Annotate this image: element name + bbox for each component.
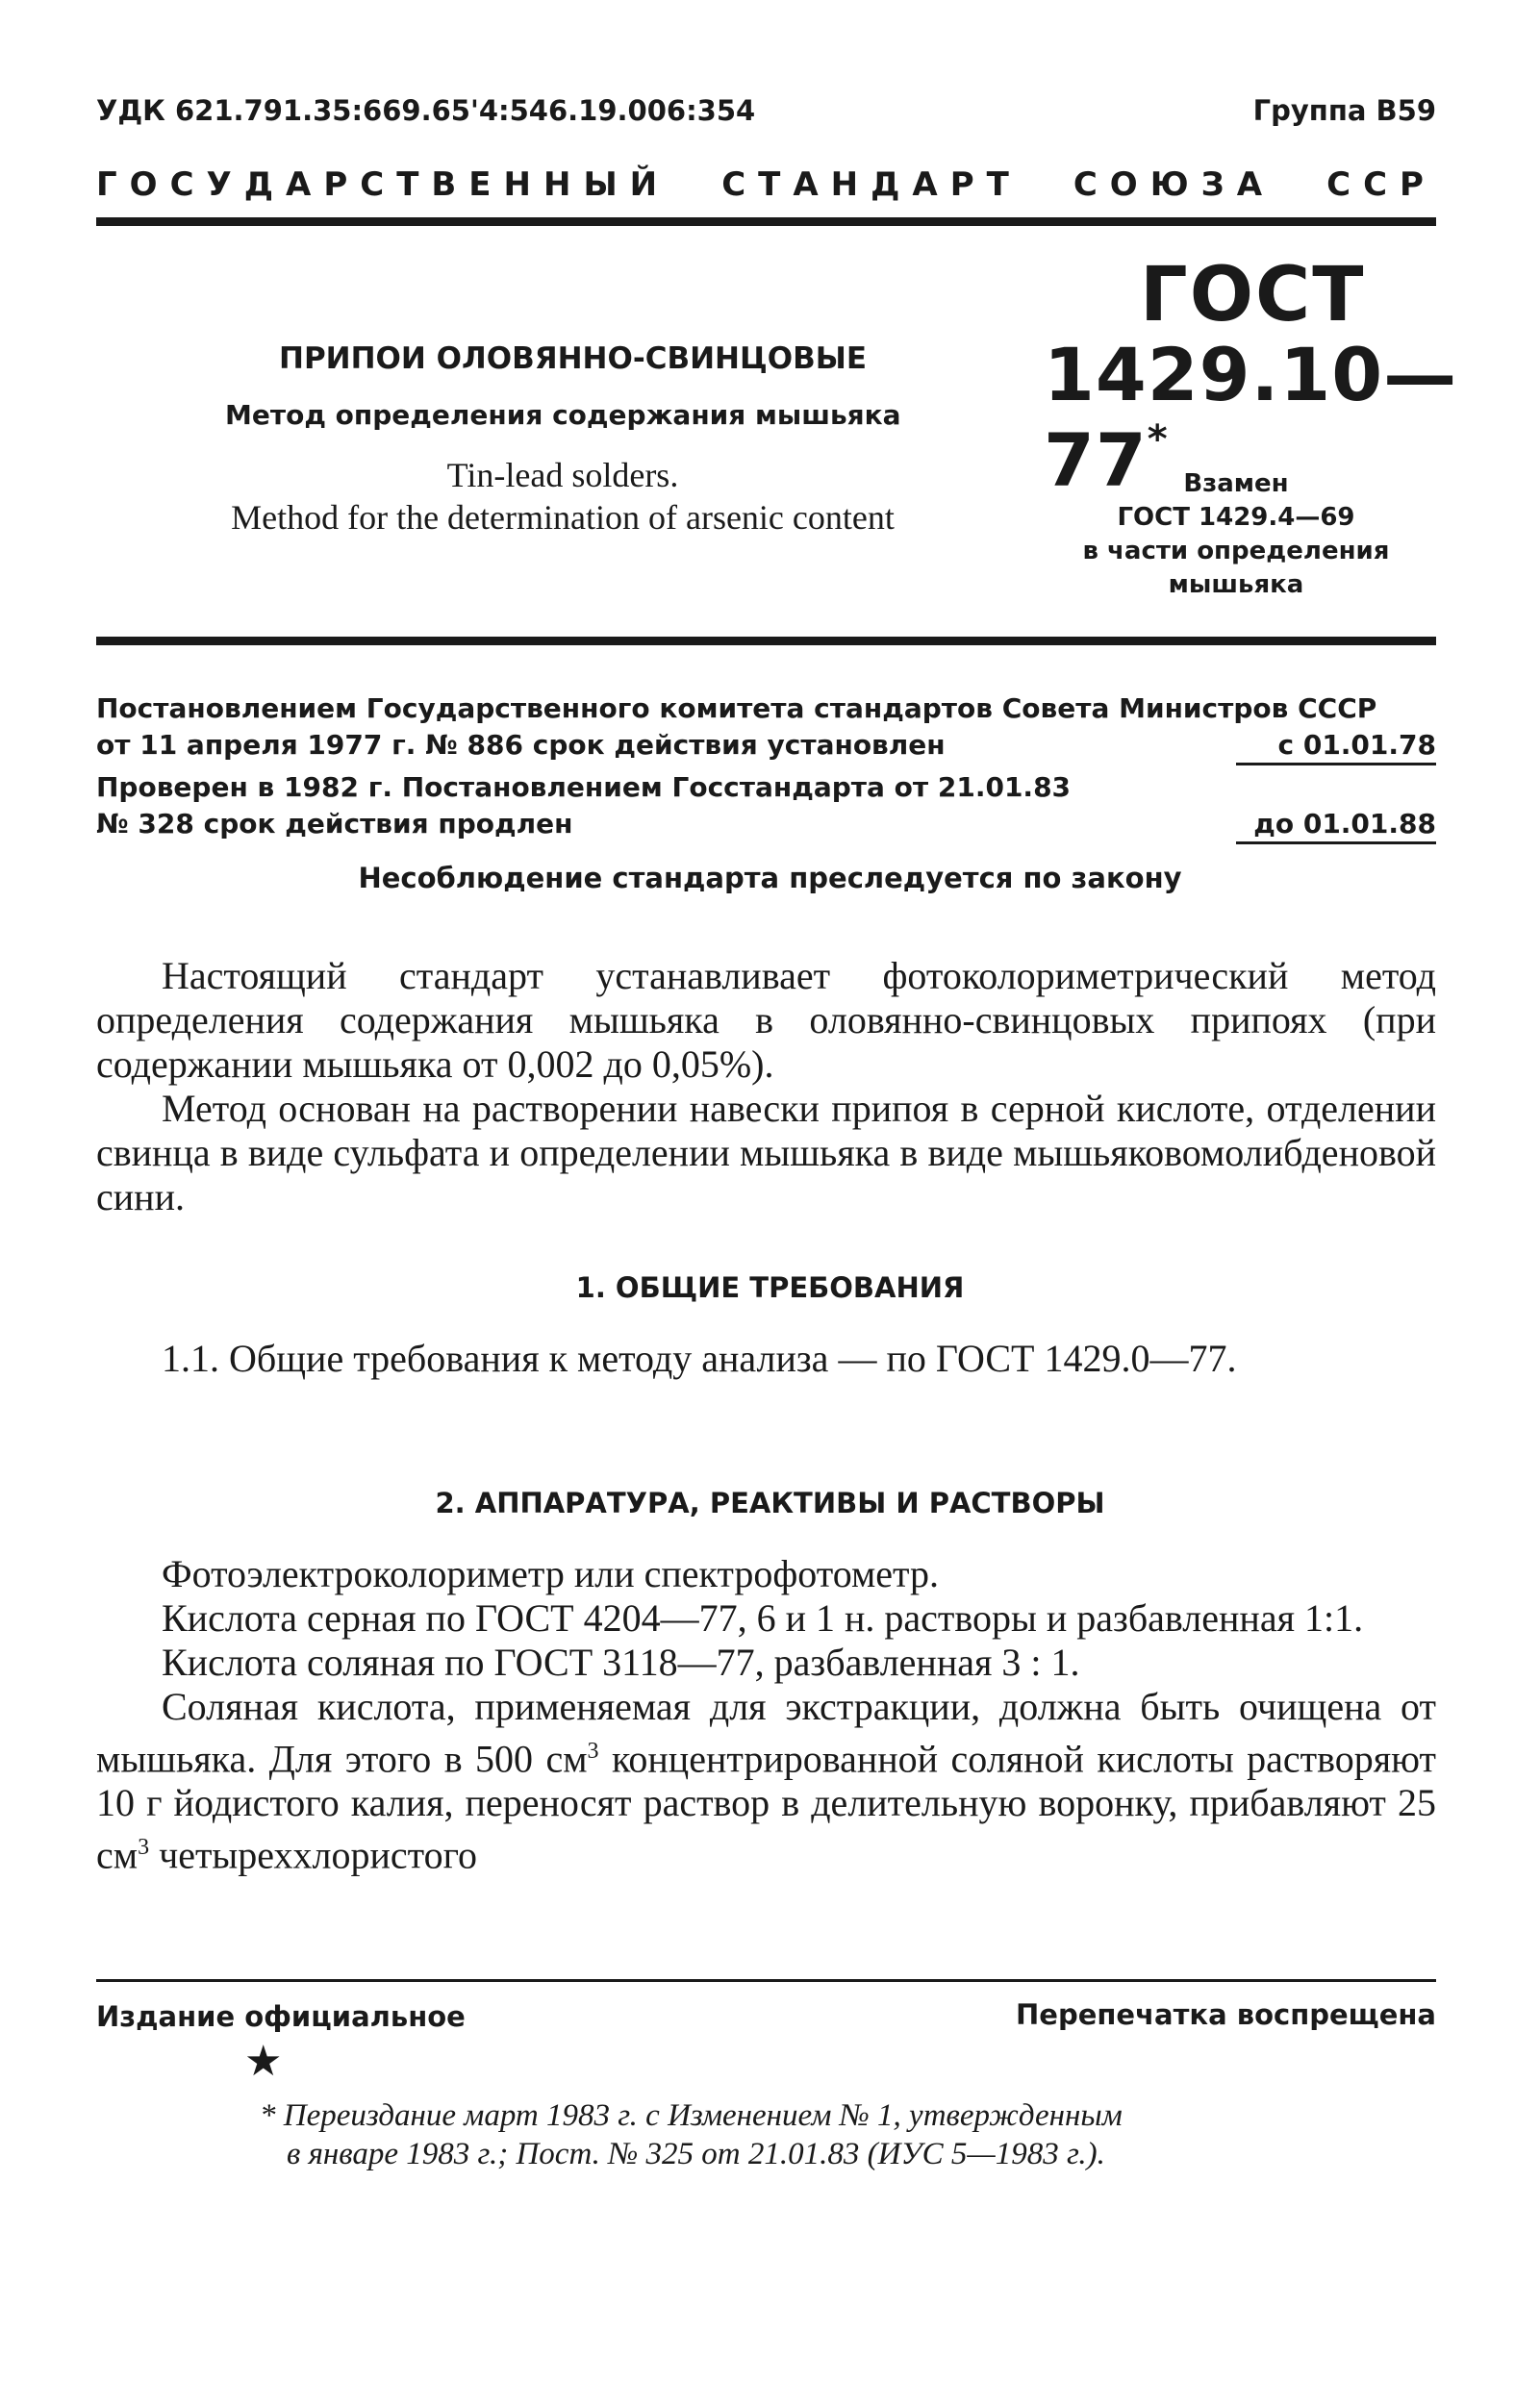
title-ru: ПРИПОИ ОЛОВЯННО-СВИНЦОВЫЕ (279, 341, 868, 376)
section-2-text (96, 1552, 1436, 1878)
decree-line-1: Постановлением Государственного комитета стандартов Совета Министров СССР (96, 692, 1377, 724)
intro-paragraph-2: Метод основан на растворении навески припоя в серной кислоте, отделении свинца в виде сульфата и определении мышьяка в виде мышьяковомолибденовой сини. (96, 1087, 1436, 1218)
section-2-paragraph-2: Кислота серная по ГОСТ 4204—77, 6 и 1 н. растворы и разбавленная 1:1. (162, 1596, 1364, 1640)
top-rule (96, 217, 1436, 226)
p4-sup-1: 3 (587, 1739, 599, 1764)
replaces-block (1048, 467, 1424, 602)
section-1-paragraph-1: 1.1. Общие требования к методу анализа — по ГОСТ 1429.0—77. (162, 1337, 1237, 1380)
replaces-line-2: ГОСТ 1429.4—69 (1117, 503, 1355, 532)
banner-word-3: СОЮЗА (1073, 165, 1275, 204)
replaces-line-1: Взамен (1183, 469, 1289, 498)
banner-word-1: ГОСУДАРСТВЕННЫЙ (96, 165, 670, 204)
reissue-footnote (260, 2096, 1123, 2173)
decree-line-3: Проверен в 1982 г. Постановлением Госстандарта от 21.01.83 (96, 771, 1072, 803)
title-en-line-1: Tin-lead solders. (446, 456, 679, 494)
section-2-paragraph-4 (96, 1685, 1436, 1878)
star-icon: ★ (244, 2038, 283, 2085)
footnote-line-2: в январе 1983 г.; Пост. № 325 от 21.01.83 (ИУС 5—1983 г.). (287, 2137, 1105, 2171)
section-2-paragraph-3: Кислота соляная по ГОСТ 3118—77, разбавленная 3 : 1. (162, 1641, 1080, 1684)
title-en (164, 454, 962, 539)
section-2-heading: 2. АППАРАТУРА, РЕАКТИВЫ И РАСТВОРЫ (435, 1487, 1105, 1519)
group-code: Группа В59 (1252, 94, 1436, 127)
official-edition-label: Издание официальное (96, 2000, 466, 2033)
section-1-text (96, 1337, 1436, 1381)
udk-code: УДК 621.791.35:669.65'4:546.19.006:354 (96, 94, 756, 127)
p4-part-c: четыреххлористого (149, 1833, 478, 1877)
state-standard-banner (96, 165, 1436, 204)
subtitle-ru: Метод определения содержания мышьяка (225, 399, 901, 431)
gost-asterisk: * (1147, 417, 1169, 462)
p4-sup-2: 3 (138, 1835, 150, 1861)
intro-paragraph-1: Настоящий стандарт устанавливает фотоколориметрический метод определения содержания мышьяка в оловянно-свинцовых припоях (при содержании мышьяка от 0,002 до 0,05%). (96, 954, 1436, 1086)
middle-rule (96, 637, 1436, 645)
banner-word-2: СТАНДАРТ (721, 165, 1022, 204)
title-en-line-2: Method for the determination of arsenic content (231, 498, 895, 537)
decree-date-from: с 01.01.78 (1236, 729, 1436, 765)
legal-notice: Несоблюдение стандарта преследуется по закону (358, 862, 1182, 894)
replaces-line-3: в части определения (1082, 537, 1390, 565)
intro-text (96, 954, 1436, 1219)
p4-part-b: концентрированной соляной кислоты растворяют 10 г йодистого калия, переносят раствор в делительную воронку, прибавляют 25 см (96, 1737, 1437, 1877)
p4-part-a: Соляная кислота, применяемая для экстракции, должна быть очищена от мышьяка. Для этого в 500 см (96, 1685, 1436, 1781)
decree-line-4: № 328 срок действия продлен (96, 808, 573, 840)
footer-rule (96, 1979, 1436, 1982)
gost-label: ГОСТ (1140, 252, 1366, 339)
decree-line-2: от 11 апреля 1977 г. № 886 срок действия установлен (96, 729, 946, 761)
decree-date-to: до 01.01.88 (1236, 808, 1436, 844)
replaces-line-4: мышьяка (1168, 570, 1304, 599)
footnote-line-1: * Переиздание март 1983 г. с Изменением № 1, утвержденным (260, 2098, 1123, 2133)
section-2-paragraph-1: Фотоэлектроколориметр или спектрофотометр. (162, 1552, 940, 1595)
section-1-heading: 1. ОБЩИЕ ТРЕБОВАНИЯ (575, 1271, 965, 1304)
gost-number-value: 1429.10—77 (1044, 332, 1458, 503)
reprint-prohibited-label: Перепечатка воспрещена (1016, 1998, 1436, 2031)
banner-word-4: ССР (1326, 165, 1436, 204)
